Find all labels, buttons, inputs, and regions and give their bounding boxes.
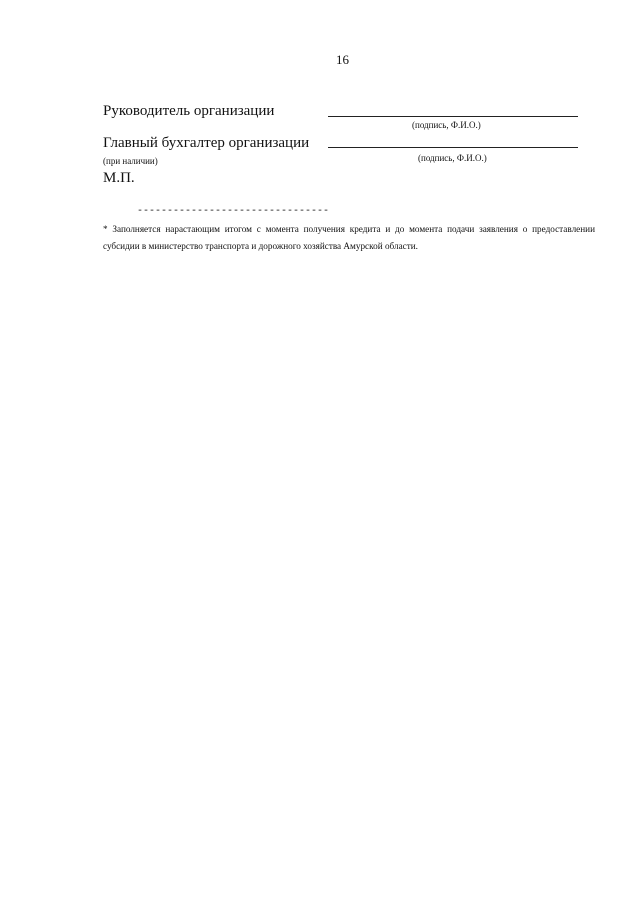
footnote-separator: -------------------------------- (137, 206, 330, 217)
stamp-label: М.П. (103, 170, 135, 186)
director-label: Руководитель организации (103, 103, 275, 119)
chief-accountant-signature-caption: (подпись, Ф.И.О.) (418, 153, 487, 163)
chief-accountant-signature-line (328, 147, 578, 148)
director-signature-line (328, 116, 578, 117)
chief-accountant-note: (при наличии) (103, 156, 158, 166)
page-number: 16 (336, 52, 349, 67)
footnote-text: * Заполняется нарастающим итогом с момента получения кредита и до момента подачи заявления о предоставлении субсидии в министерство транспорта и дорожного хозяйства Амурской области. (103, 224, 595, 251)
chief-accountant-label: Главный бухгалтер организации (103, 135, 310, 151)
director-signature-caption: (подпись, Ф.И.О.) (412, 120, 481, 130)
